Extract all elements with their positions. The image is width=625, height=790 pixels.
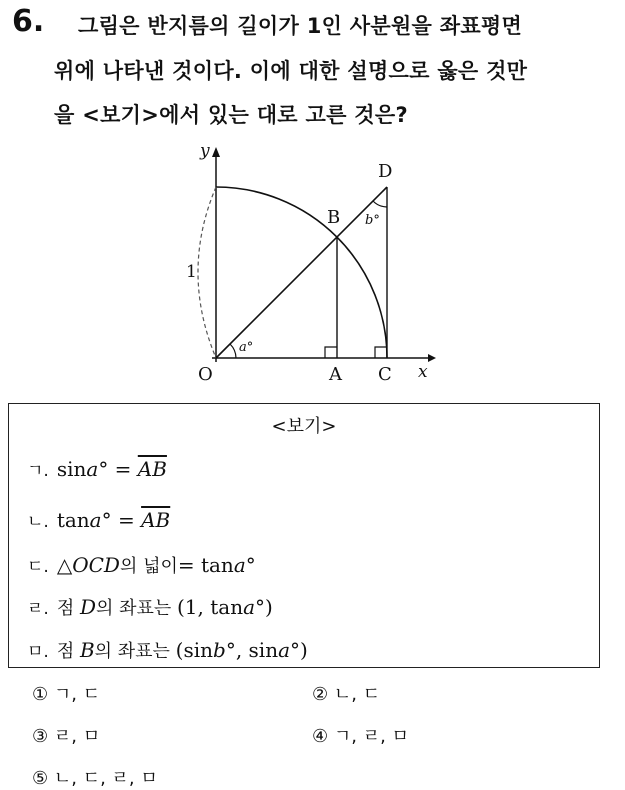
question-line-3: 을 <보기>에서 있는 대로 고른 것은?	[54, 103, 408, 127]
line-OD	[216, 187, 387, 358]
triangle-symbol: △	[56, 553, 73, 577]
korean-text: 점	[56, 641, 80, 662]
question-number: 6.	[12, 4, 45, 39]
label-O: O	[198, 364, 213, 385]
item-tag: ㅁ.	[27, 642, 49, 662]
item-tag: ㄷ.	[27, 557, 49, 577]
box-item-4	[27, 594, 273, 620]
box-item-5	[27, 637, 308, 663]
coord-text: (1, tan	[177, 595, 244, 619]
box-item-3	[27, 552, 256, 578]
var-text: a	[89, 508, 102, 532]
coord-text: °, sin	[225, 638, 279, 662]
label-C: C	[378, 364, 392, 385]
eq-text: ° =	[101, 508, 142, 532]
label-x: x	[418, 362, 428, 382]
korean-text: 의 넓이	[119, 556, 178, 577]
label-angle-b: b°	[365, 213, 380, 228]
label-D: D	[378, 161, 393, 182]
var-text: a	[278, 638, 291, 662]
choice-2[interactable]: ② ㄴ, ㄷ	[312, 684, 381, 705]
close-text: °)	[290, 638, 308, 662]
korean-text: 의 좌표는	[94, 641, 176, 662]
triangle-name: OCD	[72, 553, 120, 577]
label-y: y	[200, 141, 210, 161]
var-text: a	[86, 457, 99, 481]
item-tag: ㄴ.	[27, 512, 49, 532]
eq-text: = tan	[177, 553, 234, 577]
y-axis-arrow	[212, 147, 220, 157]
angle-a-arc	[230, 344, 236, 358]
label-A: A	[329, 364, 342, 385]
box-title: <보기>	[271, 416, 337, 437]
var-text: b	[213, 638, 226, 662]
close-text: °)	[255, 595, 273, 619]
right-angle-C	[375, 347, 387, 358]
label-B: B	[327, 207, 341, 228]
example-box	[8, 403, 600, 668]
item-tag: ㄹ.	[27, 599, 49, 619]
label-angle-a: a°	[239, 340, 254, 355]
point-name: B	[79, 638, 95, 662]
eq-text: ° =	[98, 457, 138, 481]
x-axis-arrow	[428, 354, 436, 362]
deg-text: °	[245, 553, 256, 577]
choice-1[interactable]: ① ㄱ, ㄷ	[32, 684, 101, 705]
var-text: a	[243, 595, 256, 619]
angle-b-arc	[373, 201, 387, 207]
func-text: tan	[56, 508, 90, 532]
korean-text: 점	[56, 598, 80, 619]
right-angle-A	[325, 347, 337, 358]
question-line-1: 그림은 반지름의 길이가 1인 사분원을 좌표평면	[78, 14, 523, 38]
korean-text: 의 좌표는	[96, 598, 177, 619]
question-line-2: 위에 나타낸 것이다. 이에 대한 설명으로 옳은 것만	[54, 59, 528, 83]
item-tag: ㄱ.	[27, 461, 49, 481]
choice-3[interactable]: ③ ㄹ, ㅁ	[32, 726, 101, 747]
label-radius: 1	[186, 262, 197, 282]
var-text: a	[233, 553, 246, 577]
func-text: sin	[56, 457, 87, 481]
radius-brace	[198, 187, 216, 358]
box-item-2	[27, 507, 170, 532]
point-name: D	[79, 595, 96, 619]
segment-text: $\overline{AB}$	[141, 508, 171, 532]
box-item-1	[27, 456, 167, 481]
choice-5[interactable]: ⑤ ㄴ, ㄷ, ㄹ, ㅁ	[32, 768, 158, 789]
coord-text: (sin	[175, 638, 213, 662]
segment-text: $\overline{AB}$	[137, 457, 167, 481]
choice-4[interactable]: ④ ㄱ, ㄹ, ㅁ	[312, 726, 409, 747]
